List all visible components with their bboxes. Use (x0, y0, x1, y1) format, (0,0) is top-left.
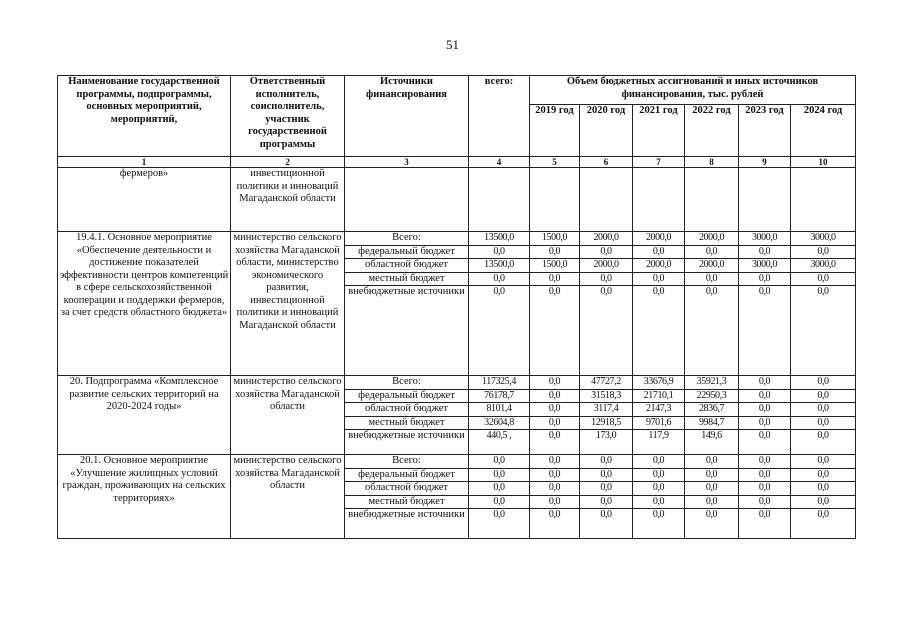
amount-cell: 2147,3 (633, 403, 685, 417)
amount-cell: 0,0 (791, 509, 856, 539)
empty-cell (469, 168, 530, 232)
header-sources: Источники финансирования (345, 76, 469, 157)
amount-cell: 2000,0 (633, 259, 685, 273)
funding-source: Всего: (345, 376, 469, 390)
funding-source: федеральный бюджет (345, 245, 469, 259)
header-responsible: Ответственный исполнитель, соисполнитель, участник государственной программы (231, 76, 345, 157)
amount-cell: 0,0 (469, 468, 530, 482)
header-row (58, 76, 856, 105)
amount-cell: 0,0 (739, 272, 791, 286)
amount-cell: 0,0 (633, 482, 685, 496)
amount-cell: 0,0 (791, 272, 856, 286)
amount-cell: 2000,0 (685, 232, 739, 246)
amount-cell: 0,0 (530, 455, 580, 469)
amount-cell: 13500,0 (469, 232, 530, 246)
amount-cell: 0,0 (633, 495, 685, 509)
amount-cell: 0,0 (469, 482, 530, 496)
amount-cell: 0,0 (739, 416, 791, 430)
header-year: 2024 год (791, 105, 856, 157)
empty-cell (530, 168, 580, 232)
amount-cell: 0,0 (739, 376, 791, 390)
amount-cell: 3000,0 (791, 232, 856, 246)
funding-source: местный бюджет (345, 416, 469, 430)
empty-cell (791, 168, 856, 232)
amount-cell: 0,0 (791, 495, 856, 509)
amount-cell: 0,0 (530, 376, 580, 390)
amount-cell: 3117,4 (580, 403, 633, 417)
responsible-executor: министерство сельского хозяйства Магаданской области (231, 376, 345, 455)
amount-cell: 3000,0 (791, 259, 856, 273)
amount-cell: 9984,7 (685, 416, 739, 430)
amount-cell: 1500,0 (530, 259, 580, 273)
header-year: 2021 год (633, 105, 685, 157)
amount-cell: 31518,3 (580, 389, 633, 403)
amount-cell: 0,0 (633, 245, 685, 259)
empty-cell (345, 168, 469, 232)
amount-cell: 0,0 (685, 286, 739, 376)
amount-cell: 0,0 (685, 482, 739, 496)
amount-cell: 0,0 (739, 430, 791, 455)
amount-cell: 0,0 (580, 482, 633, 496)
amount-cell: 33676,9 (633, 376, 685, 390)
amount-cell: 0,0 (685, 468, 739, 482)
amount-cell: 0,0 (791, 389, 856, 403)
amount-cell: 2836,7 (685, 403, 739, 417)
amount-cell: 117325,4 (469, 376, 530, 390)
amount-cell: 0,0 (791, 245, 856, 259)
amount-cell: 0,0 (791, 482, 856, 496)
column-number: 7 (633, 157, 685, 168)
amount-cell: 0,0 (791, 416, 856, 430)
amount-cell: 0,0 (739, 468, 791, 482)
column-number: 5 (530, 157, 580, 168)
column-number: 9 (739, 157, 791, 168)
amount-cell: 0,0 (791, 403, 856, 417)
amount-cell: 22950,3 (685, 389, 739, 403)
amount-cell: 0,0 (580, 286, 633, 376)
table-row (58, 376, 856, 390)
header-year: 2020 год (580, 105, 633, 157)
amount-cell: 0,0 (530, 403, 580, 417)
amount-cell: 0,0 (530, 389, 580, 403)
amount-cell: 440,5 , (469, 430, 530, 455)
funding-source: местный бюджет (345, 272, 469, 286)
funding-source: Всего: (345, 232, 469, 246)
header-year: 2023 год (739, 105, 791, 157)
amount-cell: 0,0 (469, 272, 530, 286)
amount-cell: 9701,6 (633, 416, 685, 430)
continuation-responsible: инвестиционной политики и инноваций Магаданской области (231, 168, 345, 232)
amount-cell: 0,0 (685, 495, 739, 509)
amount-cell: 0,0 (739, 286, 791, 376)
amount-cell: 0,0 (580, 468, 633, 482)
amount-cell: 1500,0 (530, 232, 580, 246)
amount-cell: 0,0 (739, 482, 791, 496)
amount-cell: 0,0 (685, 272, 739, 286)
budget-table (57, 75, 856, 539)
amount-cell: 0,0 (739, 389, 791, 403)
amount-cell: 0,0 (791, 455, 856, 469)
column-number: 2 (231, 157, 345, 168)
amount-cell: 47727,2 (580, 376, 633, 390)
header-total: всего: (469, 76, 530, 157)
amount-cell: 0,0 (633, 286, 685, 376)
amount-cell: 0,0 (580, 495, 633, 509)
amount-cell: 0,0 (685, 509, 739, 539)
amount-cell: 2000,0 (580, 232, 633, 246)
amount-cell: 0,0 (791, 468, 856, 482)
continuation-row (58, 168, 856, 232)
amount-cell: 0,0 (633, 272, 685, 286)
column-number: 1 (58, 157, 231, 168)
continuation-name: фермеров» (58, 168, 231, 232)
amount-cell: 0,0 (580, 509, 633, 539)
amount-cell: 0,0 (530, 272, 580, 286)
empty-cell (685, 168, 739, 232)
amount-cell: 3000,0 (739, 232, 791, 246)
empty-cell (580, 168, 633, 232)
funding-source: внебюджетные источники (345, 509, 469, 539)
table-row (58, 455, 856, 469)
header-year: 2019 год (530, 105, 580, 157)
amount-cell: 0,0 (739, 495, 791, 509)
page-number: 51 (446, 37, 459, 52)
amount-cell: 0,0 (739, 509, 791, 539)
measure-name: 20. Подпрограмма «Комплексное развитие сельских территорий на 2020-2024 годы» (58, 376, 231, 455)
amount-cell: 2000,0 (580, 259, 633, 273)
amount-cell: 0,0 (530, 286, 580, 376)
empty-cell (633, 168, 685, 232)
funding-source: федеральный бюджет (345, 389, 469, 403)
amount-cell: 0,0 (530, 468, 580, 482)
amount-cell: 13500,0 (469, 259, 530, 273)
amount-cell: 0,0 (530, 245, 580, 259)
amount-cell: 0,0 (469, 286, 530, 376)
header-year: 2022 год (685, 105, 739, 157)
column-number: 4 (469, 157, 530, 168)
measure-name: 19.4.1. Основное мероприятие «Обеспечение деятельности и достижение показателей эффективности центров компетенций в сфере сельскохозяйственной кооперации и поддержки фермеров, за счет средств областного бюджета» (58, 232, 231, 376)
funding-source: внебюджетные источники (345, 286, 469, 376)
amount-cell: 0,0 (530, 482, 580, 496)
funding-source: Всего: (345, 455, 469, 469)
amount-cell: 0,0 (633, 509, 685, 539)
amount-cell: 2000,0 (685, 259, 739, 273)
funding-source: областной бюджет (345, 482, 469, 496)
amount-cell: 3000,0 (739, 259, 791, 273)
amount-cell: 21710,1 (633, 389, 685, 403)
responsible-executor: министерство сельского хозяйства Магаданской области (231, 455, 345, 539)
funding-source: областной бюджет (345, 259, 469, 273)
responsible-executor: министерство сельского хозяйства Магаданской области, министерство экономического развития, инвестиционной политики и инноваций Магаданской области (231, 232, 345, 376)
amount-cell: 8101,4 (469, 403, 530, 417)
amount-cell: 0,0 (530, 416, 580, 430)
amount-cell: 0,0 (469, 455, 530, 469)
amount-cell: 0,0 (791, 286, 856, 376)
amount-cell: 0,0 (530, 509, 580, 539)
amount-cell: 0,0 (791, 376, 856, 390)
amount-cell: 0,0 (739, 245, 791, 259)
column-number: 8 (685, 157, 739, 168)
amount-cell: 0,0 (469, 509, 530, 539)
amount-cell: 32604,8 (469, 416, 530, 430)
amount-cell: 0,0 (633, 468, 685, 482)
amount-cell: 0,0 (530, 495, 580, 509)
table-row (58, 232, 856, 246)
amount-cell: 2000,0 (633, 232, 685, 246)
empty-cell (739, 168, 791, 232)
amount-cell: 0,0 (580, 455, 633, 469)
amount-cell: 173,0 (580, 430, 633, 455)
amount-cell: 0,0 (469, 495, 530, 509)
amount-cell: 35921,3 (685, 376, 739, 390)
amount-cell: 0,0 (633, 455, 685, 469)
amount-cell: 0,0 (580, 272, 633, 286)
amount-cell: 0,0 (685, 455, 739, 469)
amount-cell: 0,0 (580, 245, 633, 259)
amount-cell: 0,0 (469, 245, 530, 259)
funding-source: местный бюджет (345, 495, 469, 509)
column-number: 3 (345, 157, 469, 168)
amount-cell: 0,0 (685, 245, 739, 259)
header-name: Наименование государственной программы, подпрограммы, основных мероприятий, мероприятий, (58, 76, 231, 157)
header-budget: Объем бюджетных ассигнований и иных источников финансирования, тыс. рублей (530, 76, 856, 105)
funding-source: внебюджетные источники (345, 430, 469, 455)
funding-source: федеральный бюджет (345, 468, 469, 482)
amount-cell: 117,9 (633, 430, 685, 455)
amount-cell: 76178,7 (469, 389, 530, 403)
column-numbers-row (58, 157, 856, 168)
amount-cell: 0,0 (739, 455, 791, 469)
funding-source: областной бюджет (345, 403, 469, 417)
measure-name: 20.1. Основное мероприятие «Улучшение жилищных условий граждан, проживающих на сельских территориях» (58, 455, 231, 539)
amount-cell: 0,0 (739, 403, 791, 417)
amount-cell: 12918,5 (580, 416, 633, 430)
column-number: 10 (791, 157, 856, 168)
amount-cell: 0,0 (791, 430, 856, 455)
column-number: 6 (580, 157, 633, 168)
amount-cell: 0,0 (530, 430, 580, 455)
amount-cell: 149,6 (685, 430, 739, 455)
